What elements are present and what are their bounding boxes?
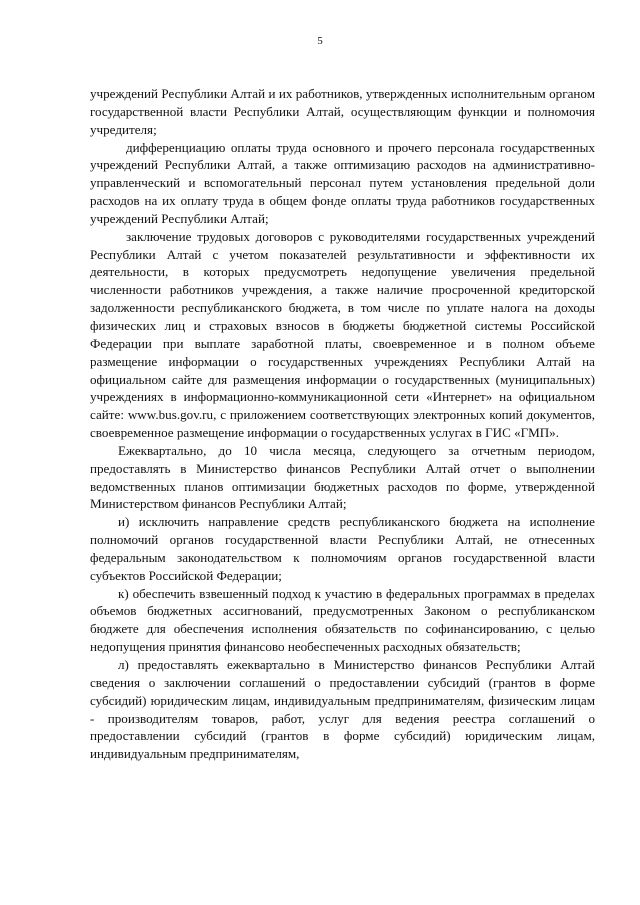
paragraph-quarterly-report: Ежеквартально, до 10 числа месяца, следующего за отчетным периодом, предоставлять в Министерство финансов Республики Алтай отчет о выполнении ведомственных планов оптимизации бюджетных расходов по форме, утвержденной Министерством финансов Республики Алтай; — [90, 442, 595, 512]
page-number: 5 — [317, 35, 323, 47]
paragraph-item-i: и) исключить направление средств республиканского бюджета на исполнение полномочий органов государственной власти Республики Алтай, не отнесенных федеральным законодательством к полномочиям органов государственной власти субъектов Российской Федерации; — [90, 514, 595, 583]
document-body — [90, 85, 595, 763]
paragraph-item-k: к) обеспечить взвешенный подход к участию в федеральных программах в пределах объемов бюджетных ассигнований, предусмотренных Законом о республиканском бюджете для обеспечения исполнения обязательств по софинансированию, с целью недопущения принятия финансово необеспеченных расходных обязательств; — [90, 585, 595, 655]
paragraph-continued: учреждений Республики Алтай и их работников, утвержденных исполнительным органом государственной власти Республики Алтай, осуществляющим функции и полномочия учредителя; — [90, 86, 595, 137]
paragraph-differentiation: дифференциацию оплаты труда основного и прочего персонала государственных учреждений Республики Алтай, а также оптимизацию расходов на административно-управленческий и вспомогательный персонал путем установления предельной доли расходов на их оплату труда в общем фонде оплаты труда работников государственных учреждений Республики Алтай; — [90, 139, 595, 226]
paragraph-labor-contracts: заключение трудовых договоров с руководителями государственных учреждений Республики Алтай с учетом показателей результативности и эффективности их деятельности, в которых предусмотреть недопущение увеличения предельной численности работников учреждения, а также наличие просроченной кредиторской задолженности республиканского бюджета, в том числе по уплате налога на доходы физических лиц и страховых взносов в бюджеты бюджетной системы Российской Федерации при выплате заработной платы, своевременное и в полном объеме размещение информации о государственных учреждениях Республики Алтай на официальном сайте для размещения информации о государственных (муниципальных) учреждениях в информационно-коммуникационной сети «Интернет» на официальном сайте: www.bus.gov.ru, с приложением соответствующих электронных копий документов, своевременное размещение информации о государственных услугах в ГИС «ГМП». — [90, 228, 595, 441]
paragraph-item-l: л) предоставлять ежеквартально в Министерство финансов Республики Алтай сведения о заключении соглашений о предоставлении субсидий (грантов в форме субсидий) юридическим лицам, индивидуальным предпринимателям, физическим лицам - производителям товаров, работ, услуг для ведения реестра соглашений о предоставлении субсидий (грантов в форме субсидий) юридическим лицам, индивидуальным предпринимателям, — [90, 657, 595, 762]
